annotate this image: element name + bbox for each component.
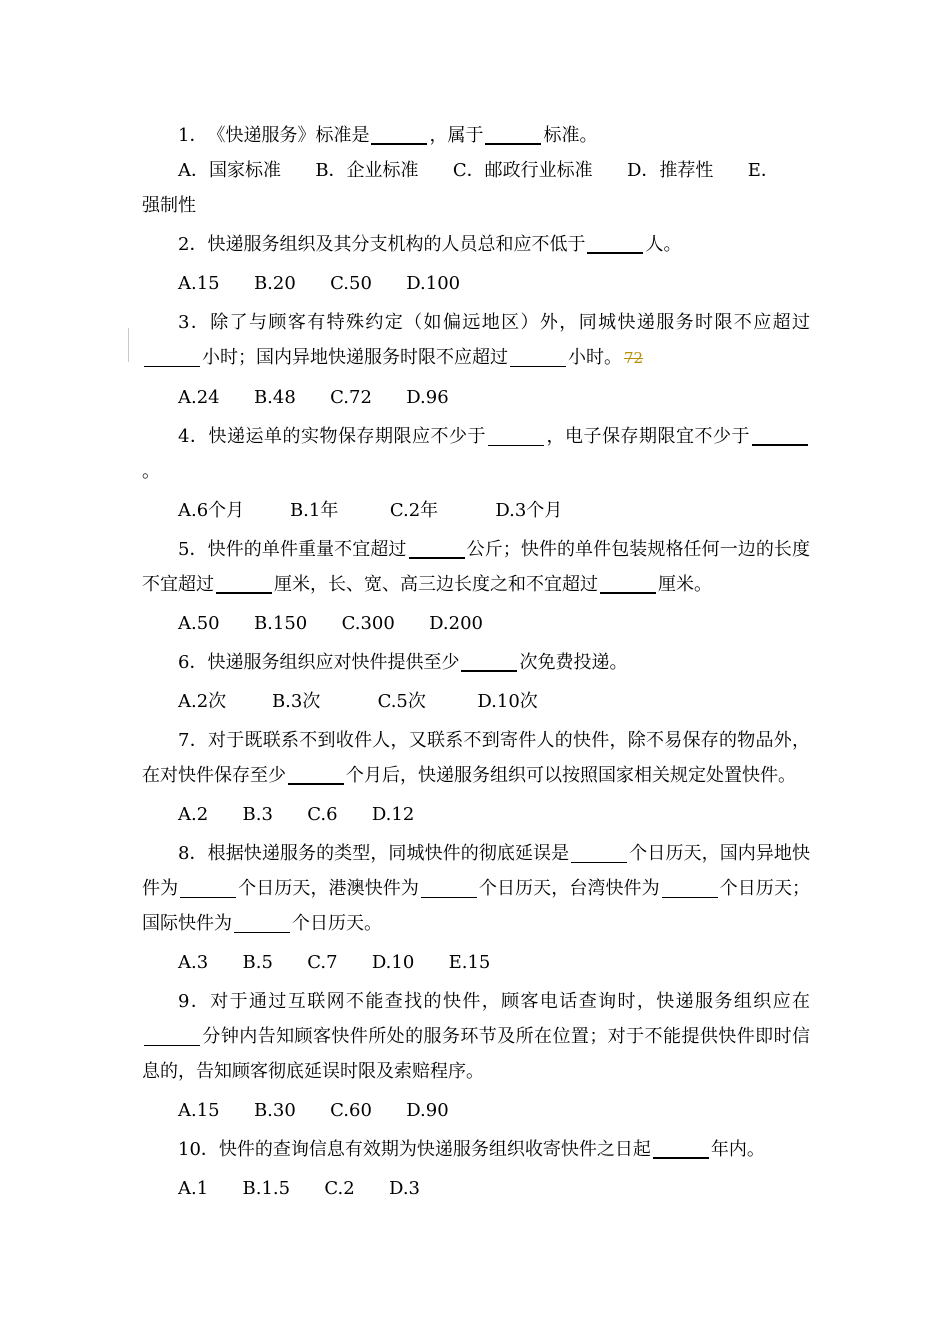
question-text: 个日历天，国内异地快件为 — [142, 843, 811, 899]
question-6 — [142, 645, 810, 680]
question-number: 10． — [178, 1139, 219, 1160]
question-number: 3． — [178, 312, 211, 333]
question-text: 年内。 — [710, 1139, 765, 1160]
answer-blank[interactable] — [409, 537, 465, 559]
question-text: 。 — [142, 461, 160, 482]
options-text: A.1 B.1.5 C.2 D.3 — [178, 1178, 421, 1199]
question-text: 分钟内告知顾客快件所处的服务环节及所在位置；对于不能提供快件即时信息的，告知顾客彻底延误时限及索赔程序。 — [142, 1026, 810, 1082]
question-text: 小时；国内异地快递服务时限不应超过 — [202, 347, 508, 368]
options-text: A.6个月 B.1年 C.2年 D.3个月 — [178, 500, 563, 521]
options-text: A.15 B.30 C.60 D.90 — [178, 1100, 449, 1121]
question-text: 个月后，快递服务组织可以按照国家相关规定处置快件。 — [346, 765, 796, 786]
answer-blank[interactable] — [144, 346, 200, 367]
options-text: A.2 B.3 C.6 D.12 — [178, 804, 415, 825]
options-5 — [142, 606, 810, 641]
question-text: 根据快递服务的类型，同城快件的彻底延误是 — [207, 843, 570, 864]
question-7 — [142, 723, 810, 793]
question-number: 7． — [178, 730, 208, 751]
question-4 — [142, 419, 810, 489]
question-text: 对于既联系不到收件人，又联系不到寄件人的快件，除不易保存的物品外，在对快件保存至少 — [142, 730, 811, 786]
answer-blank[interactable] — [488, 425, 544, 446]
question-text: 个日历天，台湾快件为 — [478, 878, 660, 899]
answer-blank[interactable] — [485, 123, 541, 145]
options-9 — [142, 1093, 810, 1128]
question-text: 除了与顾客有特殊约定（如偏远地区）外，同城快递服务时限不应超过 — [210, 312, 811, 333]
options-7 — [142, 797, 810, 832]
question-number: 6． — [178, 652, 208, 673]
question-number: 8． — [178, 843, 208, 864]
answer-blank[interactable] — [587, 232, 643, 254]
question-text: 人。 — [645, 234, 682, 255]
question-text: 厘米，长、宽、高三边长度之和不宜超过 — [274, 574, 598, 595]
question-text: 次免费投递。 — [519, 652, 628, 673]
answer-blank[interactable] — [571, 842, 627, 863]
answer-blank[interactable] — [421, 877, 477, 898]
question-text: 厘米。 — [658, 574, 712, 595]
question-text: 《快递服务》标准是 — [216, 125, 370, 146]
answer-blank[interactable] — [653, 1137, 709, 1159]
question-text: 对于通过互联网不能查找的快件，顾客电话查询时，快递服务组织应在 — [210, 991, 811, 1012]
answer-blank[interactable] — [600, 572, 656, 594]
options-10 — [142, 1171, 810, 1206]
options-text: 强制性 — [142, 195, 196, 216]
question-text: 标准。 — [543, 125, 598, 146]
answer-blank[interactable] — [144, 1025, 200, 1046]
question-text: 快递服务组织及其分支机构的人员总和应不低于 — [207, 234, 586, 255]
options-8 — [142, 945, 810, 980]
question-text: 个日历天，港澳快件为 — [238, 878, 419, 899]
exam-page — [142, 118, 810, 1206]
options-text: A.15 B.20 C.50 D.100 — [178, 273, 461, 294]
answer-blank[interactable] — [216, 572, 272, 594]
options-3 — [142, 380, 810, 415]
answer-blank[interactable] — [461, 650, 517, 672]
options-text: A．国家标准 B．企业标准 C．邮政行业标准 D．推荐性 E． — [178, 160, 779, 181]
answer-blank[interactable] — [662, 877, 718, 898]
options-text: A.3 B.5 C.7 D.10 E.15 — [178, 952, 491, 973]
question-9 — [142, 984, 810, 1089]
options-text: A.24 B.48 C.72 D.96 — [178, 387, 449, 408]
answer-blank[interactable] — [752, 424, 808, 446]
answer-blank[interactable] — [180, 877, 236, 898]
question-10 — [142, 1132, 810, 1167]
question-text: 快递服务组织应对快件提供至少 — [207, 652, 460, 673]
question-number: 4． — [178, 426, 209, 447]
question-text: 小时。 — [568, 347, 622, 368]
question-text: 个日历天。 — [292, 913, 382, 934]
options-2 — [142, 266, 810, 301]
question-text: ，电子保存期限宜不少于 — [546, 426, 751, 447]
question-text: 公斤；快件的单件包装规格任何一边的长度不宜超过 — [142, 539, 811, 595]
answer-blank[interactable] — [288, 763, 344, 785]
question-number: 2． — [178, 234, 208, 255]
answer-blank[interactable] — [234, 912, 290, 933]
question-8 — [142, 836, 810, 941]
question-number: 9． — [178, 991, 211, 1012]
question-number: 1． — [178, 125, 199, 146]
options-1 — [142, 153, 810, 188]
options-text: A.50 B.150 C.300 D.200 — [178, 613, 483, 634]
options-1-wrap — [142, 188, 810, 223]
answer-blank[interactable] — [510, 346, 566, 367]
question-text: 快件的单件重量不宜超过 — [207, 539, 407, 560]
options-text: A.2次 B.3次 C.5次 D.10次 — [178, 691, 538, 712]
answer-blank[interactable] — [371, 123, 427, 145]
question-text: ，属于 — [429, 125, 484, 146]
revision-bar — [128, 328, 129, 362]
question-number: 5． — [178, 539, 208, 560]
options-4 — [142, 493, 810, 528]
question-text: 个日历天；国际快件为 — [142, 878, 811, 934]
options-6 — [142, 684, 810, 719]
revision-mark: 72 — [624, 349, 644, 367]
question-2 — [142, 227, 810, 262]
question-1 — [142, 118, 810, 153]
question-5 — [142, 532, 810, 602]
question-3 — [142, 305, 810, 376]
question-text: 快件的查询信息有效期为快递服务组织收寄快件之日起 — [218, 1139, 651, 1160]
question-text: 快递运单的实物保存期限应不少于 — [208, 426, 486, 447]
